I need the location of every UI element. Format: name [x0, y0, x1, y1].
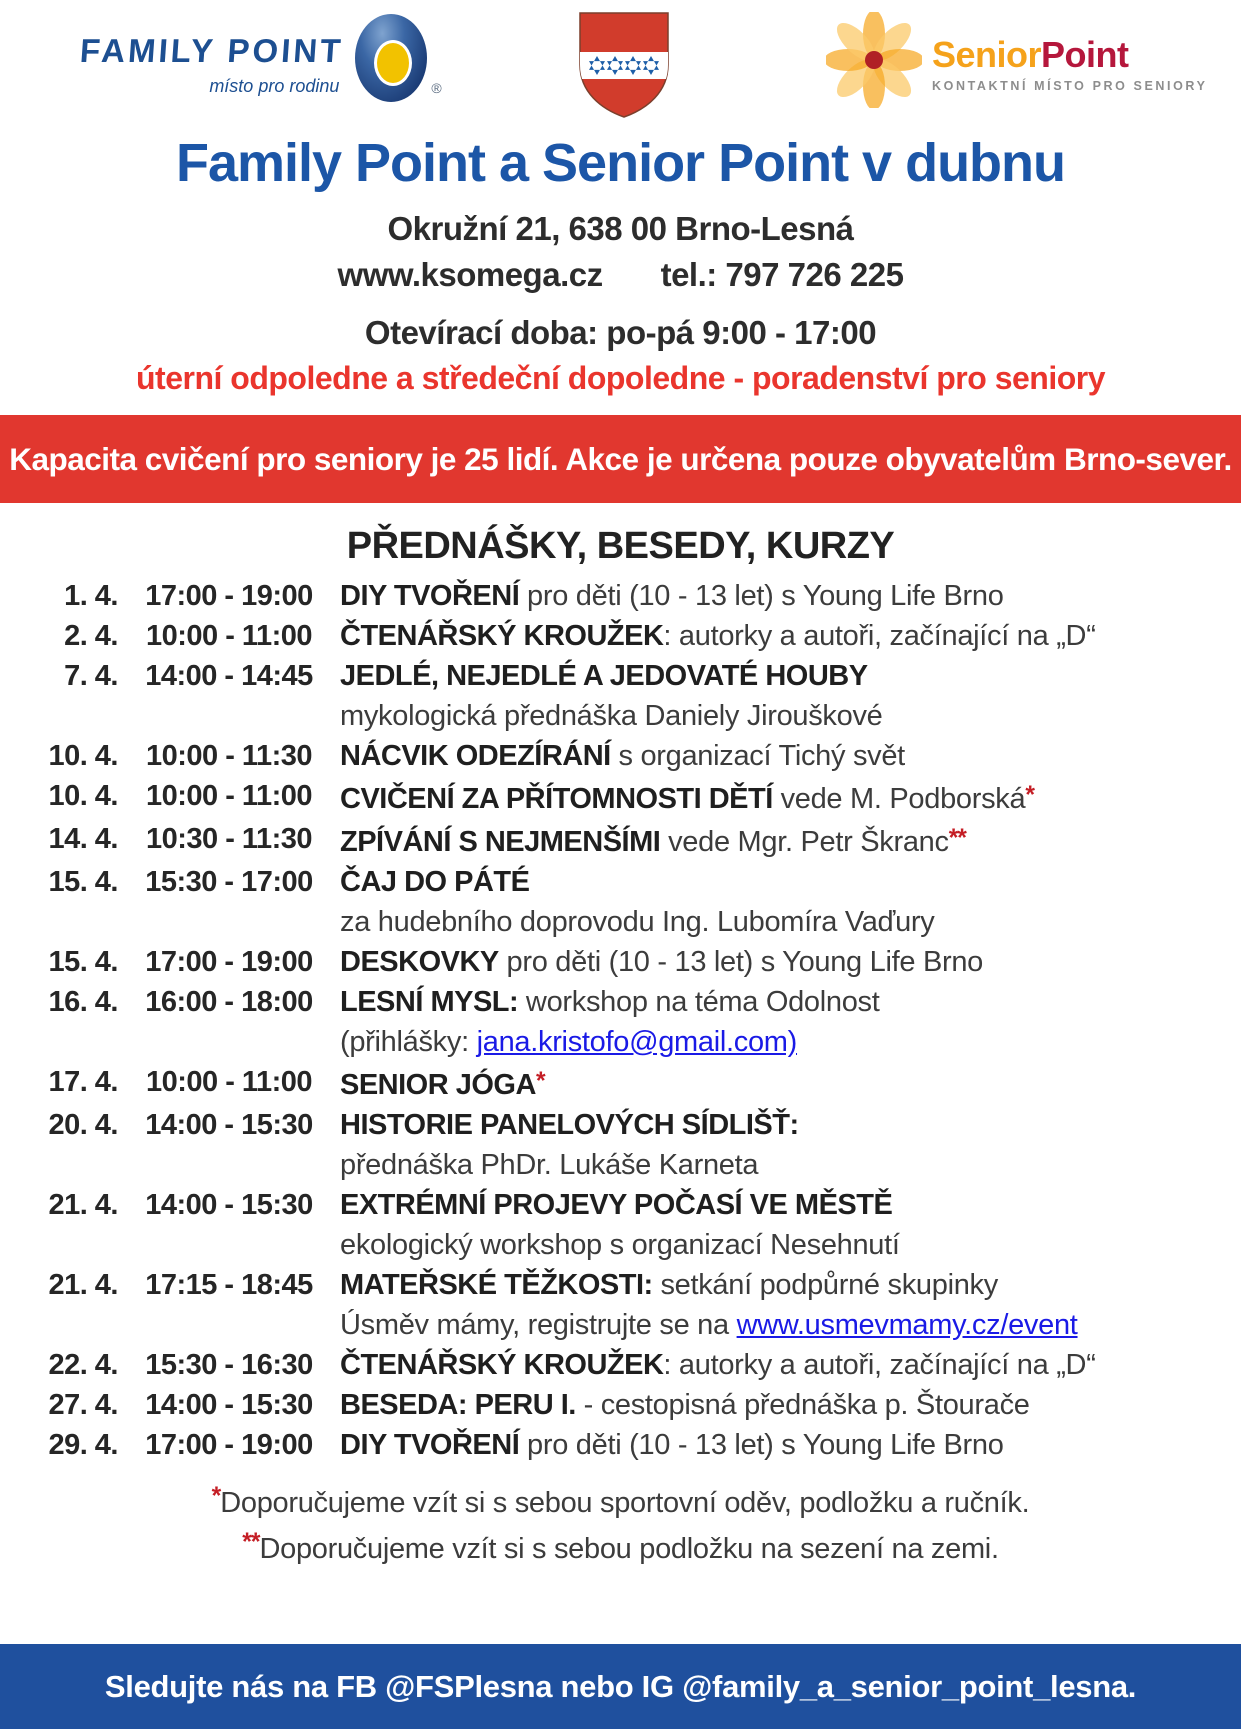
event-title-rest: s organizací Tichý svět — [610, 740, 905, 772]
website: www.ksomega.cz — [337, 256, 603, 293]
event-title-bold: MATEŘSKÉ TĚŽKOSTI: — [340, 1269, 653, 1301]
event-title — [340, 656, 1241, 696]
event-title-rest: pro děti (10 - 13 let) s Young Life Brno — [498, 946, 984, 978]
event-date: 2. 4. — [64, 620, 118, 652]
event-description: mykologická přednáška Daniely Jirouškové — [340, 700, 883, 732]
event-description: přednáška PhDr. Lukáše Karneta — [340, 1149, 759, 1181]
footnote-marker: * — [535, 1068, 545, 1095]
event-time: 16:00 - 18:00 — [145, 986, 313, 1018]
event-row — [0, 1265, 1241, 1305]
registration-prefix: Úsměv mámy, registrujte se na — [340, 1309, 737, 1341]
event-date: 7. 4. — [64, 660, 118, 692]
family-point-subtitle: místo pro rodinu — [209, 76, 340, 96]
event-date: 17. 4. — [48, 1066, 118, 1098]
registered-trademark-icon: ® — [431, 80, 442, 96]
event-continuation — [0, 1022, 1241, 1062]
registration-prefix: (přihlášky: — [340, 1026, 477, 1058]
footnote-marker: ** — [242, 1529, 260, 1556]
contact-line — [0, 256, 1241, 294]
event-time: 17:15 - 18:45 — [145, 1269, 313, 1301]
event-title-rest: pro děti (10 - 13 let) s Young Life Brno — [519, 580, 1004, 612]
event-title-bold: ČAJ DO PÁTÉ — [340, 866, 530, 898]
event-title-bold: EXTRÉMNÍ PROJEVY POČASÍ VE MĚSTĚ — [340, 1189, 893, 1221]
event-time: 10:00 - 11:00 — [145, 620, 312, 652]
event-row — [0, 1385, 1241, 1425]
event-time: 14:00 - 15:30 — [145, 1389, 313, 1421]
family-point-title: FAMILY POINT — [78, 32, 345, 69]
event-title — [340, 1265, 1241, 1305]
footnote-2 — [0, 1523, 1241, 1569]
event-row — [0, 1062, 1241, 1105]
event-row — [0, 982, 1241, 1022]
event-row — [0, 656, 1241, 696]
family-point-dot-icon — [374, 40, 412, 86]
social-banner — [0, 1644, 1241, 1729]
event-date: 22. 4. — [48, 1349, 118, 1381]
family-point-logo — [80, 14, 442, 102]
senior-point-title-point: Point — [1041, 33, 1129, 75]
event-row — [0, 1105, 1241, 1145]
senior-point-title-senior: Senior — [932, 33, 1042, 75]
event-time: 14:00 - 15:30 — [145, 1189, 313, 1221]
event-continuation — [0, 1145, 1241, 1185]
event-title — [340, 736, 1241, 776]
event-row — [0, 736, 1241, 776]
event-time: 17:00 - 19:00 — [145, 946, 313, 978]
email-link[interactable]: jana.kristofo@gmail.com) — [476, 1026, 798, 1058]
event-time: 10:00 - 11:00 — [145, 780, 312, 812]
event-title — [340, 862, 1241, 902]
event-title-rest: pro děti (10 - 13 let) s Young Life Brno — [519, 1429, 1004, 1461]
event-title — [340, 1425, 1241, 1465]
event-title-bold: SENIOR JÓGA — [340, 1069, 536, 1101]
event-description: za hudebního doprovodu Ing. Lubomíra Vaďury — [340, 906, 935, 938]
seniors-advisory-line: úterní odpoledne a středeční dopoledne - poradenství pro seniory — [135, 360, 1106, 396]
event-title — [340, 576, 1241, 616]
event-title-rest: : autorky a autoři, začínající na „D“ — [663, 1349, 1096, 1381]
event-title-bold: BESEDA: PERU I. — [340, 1389, 576, 1421]
senior-point-logo — [826, 12, 1208, 108]
event-title-rest: - cestopisná přednáška p. Štourače — [575, 1389, 1030, 1421]
family-point-oval-icon — [355, 14, 427, 102]
registration-link[interactable]: www.usmevmamy.cz/event — [736, 1309, 1078, 1341]
event-time: 10:00 - 11:00 — [145, 1066, 312, 1098]
event-title — [340, 1345, 1241, 1385]
event-date: 27. 4. — [48, 1389, 118, 1421]
event-title-bold: ČTENÁŘSKÝ KROUŽEK — [340, 1349, 664, 1381]
event-description: ekologický workshop s organizací Nesehnutí — [340, 1229, 900, 1261]
event-row — [0, 1345, 1241, 1385]
event-title — [340, 942, 1241, 982]
event-title-bold: HISTORIE PANELOVÝCH SÍDLIŠŤ: — [340, 1109, 799, 1141]
event-date: 29. 4. — [48, 1429, 118, 1461]
event-title-bold: JEDLÉ, NEJEDLÉ A JEDOVATÉ HOUBY — [340, 660, 868, 692]
event-title-rest: : autorky a autoři, začínající na „D“ — [663, 620, 1096, 652]
event-date: 21. 4. — [48, 1269, 118, 1301]
event-title-rest: setkání podpůrné skupinky — [652, 1269, 998, 1301]
event-title-bold: LESNÍ MYSL: — [340, 986, 519, 1018]
footnote-text: Doporučujeme vzít si s sebou podložku na sezení na zemi. — [259, 1533, 999, 1565]
brno-sever-crest-icon — [577, 10, 671, 125]
footnote-marker: * — [1025, 782, 1034, 809]
event-title-bold: DIY TVOŘENÍ — [340, 580, 520, 612]
event-time: 15:30 - 17:00 — [145, 866, 313, 898]
event-row — [0, 942, 1241, 982]
event-list — [0, 576, 1241, 1465]
capacity-banner-text: Kapacita cvičení pro seniory je 25 lidí. Akce je určena pouze obyvatelům Brno-sever. — [9, 440, 1232, 477]
event-continuation — [0, 696, 1241, 736]
event-title — [340, 1062, 1241, 1105]
event-time: 17:00 - 19:00 — [145, 1429, 313, 1461]
address-line: Okružní 21, 638 00 Brno-Lesná — [387, 210, 854, 247]
event-time: 14:00 - 15:30 — [145, 1109, 313, 1141]
page-title: Family Point a Senior Point v dubnu — [175, 133, 1066, 193]
phone: tel.: 797 726 225 — [660, 256, 904, 293]
event-title — [340, 1105, 1241, 1145]
family-point-wordmark — [80, 32, 343, 97]
event-title-bold: CVIČENÍ ZA PŘÍTOMNOSTI DĚTÍ — [340, 783, 773, 815]
event-row — [0, 576, 1241, 616]
event-title — [340, 1385, 1241, 1425]
event-title-rest: vede Mgr. Petr Škranc — [660, 826, 949, 858]
event-title — [340, 776, 1241, 819]
footnote-marker: * — [211, 1483, 221, 1510]
footnote-marker: ** — [948, 825, 966, 852]
event-date: 20. 4. — [48, 1109, 118, 1141]
event-continuation — [0, 1225, 1241, 1265]
event-continuation — [0, 1305, 1241, 1345]
event-row — [0, 1185, 1241, 1225]
senior-point-wordmark — [932, 34, 1208, 93]
event-time: 15:30 - 16:30 — [145, 1349, 313, 1381]
capacity-banner — [0, 415, 1241, 503]
footnotes — [0, 1477, 1241, 1569]
senior-point-subtitle: KONTAKTNÍ MÍSTO PRO SENIORY — [932, 78, 1208, 93]
event-row — [0, 819, 1241, 862]
event-date: 16. 4. — [48, 986, 118, 1018]
event-title-bold: DESKOVKY — [340, 946, 499, 978]
event-time: 14:00 - 14:45 — [145, 660, 313, 692]
footnote-text: Doporučujeme vzít si s sebou sportovní oděv, podložku a ručník. — [220, 1487, 1030, 1519]
event-date: 21. 4. — [48, 1189, 118, 1221]
event-date: 10. 4. — [48, 780, 118, 812]
event-date: 15. 4. — [48, 866, 118, 898]
opening-hours: Otevírací doba: po-pá 9:00 - 17:00 — [364, 314, 877, 351]
event-description — [340, 1022, 1241, 1062]
event-description — [340, 1305, 1241, 1345]
event-row — [0, 1425, 1241, 1465]
event-row — [0, 862, 1241, 902]
event-title-rest: vede M. Podborská — [772, 783, 1026, 815]
section-heading: PŘEDNÁŠKY, BESEDY, KURZY — [346, 525, 895, 567]
event-date: 14. 4. — [48, 823, 118, 855]
event-time: 17:00 - 19:00 — [145, 580, 313, 612]
event-title — [340, 982, 1241, 1022]
event-time: 10:00 - 11:30 — [145, 740, 312, 772]
event-title-bold: ZPÍVÁNÍ S NEJMENŠÍMI — [340, 826, 661, 858]
flower-icon — [826, 12, 922, 108]
event-title — [340, 1185, 1241, 1225]
event-title-bold: DIY TVOŘENÍ — [340, 1429, 520, 1461]
event-title-bold: NÁCVIK ODEZÍRÁNÍ — [340, 740, 611, 772]
event-date: 15. 4. — [48, 946, 118, 978]
event-date: 1. 4. — [64, 580, 118, 612]
event-title — [340, 819, 1241, 862]
event-time: 10:30 - 11:30 — [145, 823, 312, 855]
event-row — [0, 776, 1241, 819]
footnote-1 — [0, 1477, 1241, 1523]
social-banner-text: Sledujte nás na FB @FSPlesna nebo IG @family_a_senior_point_lesna. — [104, 1668, 1137, 1704]
event-title-bold: ČTENÁŘSKÝ KROUŽEK — [340, 620, 664, 652]
event-date: 10. 4. — [48, 740, 118, 772]
event-title-rest: workshop na téma Odolnost — [518, 986, 880, 1018]
event-row — [0, 616, 1241, 656]
event-continuation — [0, 902, 1241, 942]
event-title — [340, 616, 1241, 656]
